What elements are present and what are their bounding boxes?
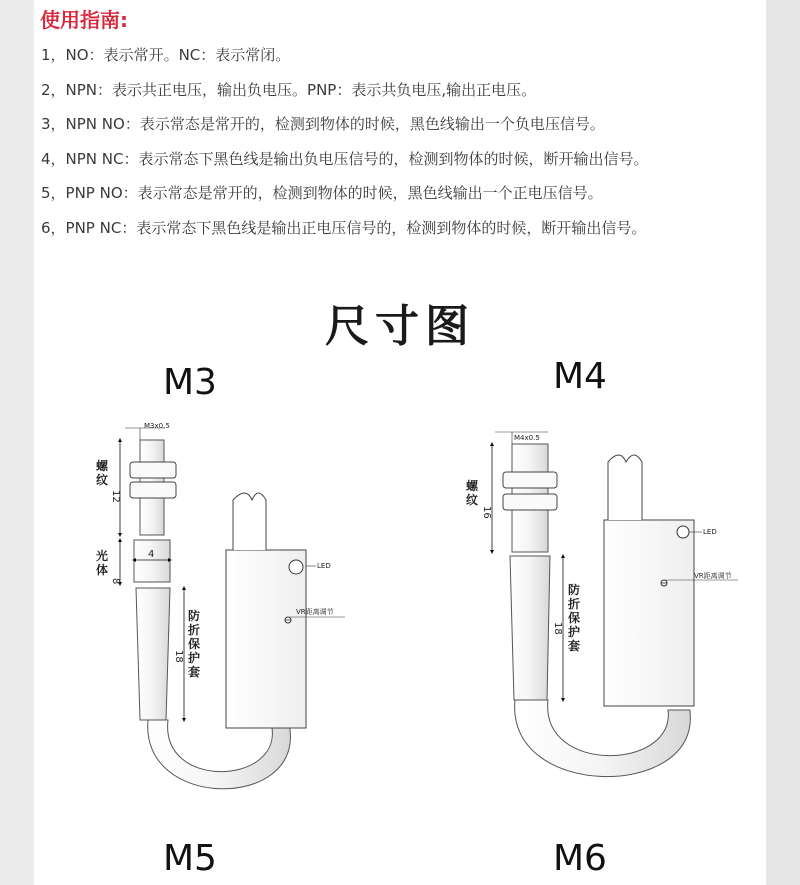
guide-item-5: 5，PNP NO：表示常态是常开的，检测到物体的时候，黑色线输出一个正电压信号。 — [41, 184, 603, 202]
m3-body-label: 光体 — [96, 549, 109, 577]
m3-thread-label: 螺纹 — [96, 459, 109, 487]
model-label-m6: M6 — [553, 838, 607, 879]
model-label-m4: M4 — [553, 356, 607, 397]
m4-diagram — [466, 432, 738, 777]
m3-sleeve-label: 防折保护套 — [188, 609, 201, 679]
model-label-m5: M5 — [163, 838, 217, 879]
m4-wire-loop — [608, 455, 642, 520]
m4-sleeve-label: 防折保护套 — [568, 583, 581, 653]
m3-led-label: LED — [317, 562, 331, 570]
m3-wire-loop — [233, 493, 266, 550]
guide-item-4: 4，NPN NC：表示常态下黑色线是输出负电压信号的，检测到物体的时候，断开输出信号。 — [41, 149, 649, 168]
m3-nut-bottom — [130, 482, 176, 498]
m3-nut-top — [130, 462, 176, 478]
m3-vr-label: VR距离调节 — [296, 608, 334, 616]
m3-width: 4 — [148, 549, 155, 560]
m3-thread-length: 12 — [110, 490, 121, 503]
m3-led-dot — [289, 560, 303, 574]
m4-nut-top — [503, 472, 557, 488]
guide-item-1: 1，NO：表示常开。NC：表示常闭。 — [41, 46, 291, 64]
model-label-m3: M3 — [163, 362, 217, 403]
guide-item-3: 3，NPN NO：表示常态是常开的，检测到物体的时候，黑色线输出一个负电压信号。 — [41, 115, 605, 133]
m3-sleeve-length: 18 — [173, 650, 184, 663]
guide-item-2: 2，NPN：表示共正电压，输出负电压。PNP：表示共负电压,输出正电压。 — [41, 80, 537, 99]
guide-item-6: 6，PNP NC：表示常态下黑色线是输出正电压信号的，检测到物体的时候，断开输出信号。 — [41, 218, 647, 237]
m4-vr-label: VR距离调节 — [694, 572, 732, 580]
m4-led-label: LED — [703, 528, 717, 536]
m4-sleeve-length: 18 — [552, 622, 563, 635]
m3-light-body — [134, 540, 170, 582]
m4-led-dot — [677, 526, 689, 538]
m4-sleeve — [510, 556, 550, 700]
m3-thread-spec: M3x0.5 — [144, 422, 170, 430]
m4-thread-label: 螺纹 — [466, 479, 479, 507]
guide-title: 使用指南: — [40, 8, 128, 32]
m4-nut-bottom — [503, 494, 557, 510]
m4-amp-box — [604, 520, 694, 706]
m3-cable — [148, 720, 291, 789]
dimension-title: 尺寸图 — [325, 301, 475, 352]
m4-cable — [515, 700, 691, 777]
m3-sleeve — [136, 588, 170, 720]
m3-body-length: 8 — [110, 578, 121, 585]
m3-diagram — [96, 422, 345, 789]
m3-amp-box — [226, 550, 306, 728]
m4-thread-length: 16 — [481, 506, 492, 519]
m4-thread-spec: M4x0.5 — [514, 434, 540, 442]
